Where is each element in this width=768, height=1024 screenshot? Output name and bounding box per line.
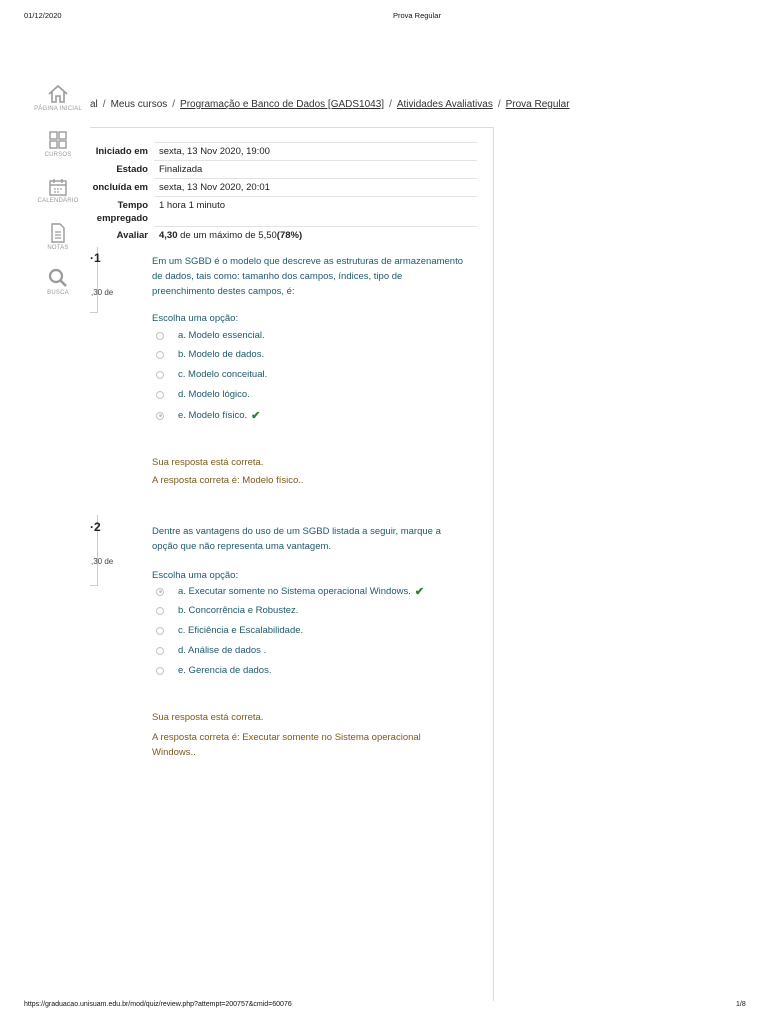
option-a[interactable] bbox=[156, 585, 424, 598]
grade-percent: (78%) bbox=[276, 230, 303, 241]
print-title: Prova Regular bbox=[393, 11, 441, 20]
option-label: d. Análise de dados . bbox=[178, 645, 267, 656]
option-b[interactable] bbox=[156, 349, 264, 360]
option-label: a. Modelo essencial. bbox=[178, 330, 265, 341]
question-text: Em um SGBD é o modelo que descreve as estruturas de armazenamento de dados, tais como: tamanho dos campos, índices, tipo de preenchimento destes campos, é: bbox=[152, 256, 464, 297]
radio-button[interactable] bbox=[156, 391, 164, 399]
radio-button[interactable] bbox=[156, 607, 164, 615]
summary-row-time bbox=[90, 197, 477, 227]
nav-search[interactable] bbox=[28, 268, 88, 296]
radio-button[interactable] bbox=[156, 332, 164, 340]
print-page-number: 1/8 bbox=[736, 1001, 746, 1008]
option-b[interactable] bbox=[156, 605, 298, 616]
home-icon bbox=[47, 84, 69, 104]
summary-value: sexta, 13 Nov 2020, 19:00 bbox=[154, 143, 477, 161]
radio-button[interactable] bbox=[156, 371, 164, 379]
option-a[interactable] bbox=[156, 330, 265, 341]
radio-button[interactable] bbox=[156, 647, 164, 655]
nav-grades-label: NOTAS bbox=[47, 245, 69, 251]
nav-home[interactable] bbox=[28, 84, 88, 112]
radio-button[interactable] bbox=[156, 627, 164, 635]
choose-prompt: Escolha uma opção: bbox=[152, 570, 239, 581]
summary-row-state bbox=[90, 161, 477, 179]
summary-label: Iniciado em bbox=[95, 145, 148, 157]
radio-button[interactable] bbox=[156, 351, 164, 359]
check-icon: ✔ bbox=[251, 410, 261, 422]
question-number: ·2 bbox=[90, 520, 101, 534]
breadcrumb-current[interactable]: Prova Regular bbox=[505, 99, 570, 110]
correct-answer-text: A resposta correta é: Modelo físico.. bbox=[152, 475, 304, 486]
radio-button[interactable] bbox=[156, 667, 164, 675]
attempt-summary-table bbox=[90, 142, 477, 244]
breadcrumb-section[interactable]: Atividades Avaliativas bbox=[396, 99, 493, 110]
option-d[interactable] bbox=[156, 645, 266, 656]
nav-calendar[interactable] bbox=[28, 178, 88, 204]
grade-score: 4,30 bbox=[159, 230, 178, 241]
document-icon bbox=[50, 223, 66, 243]
nav-grades[interactable] bbox=[28, 223, 88, 251]
choose-prompt: Escolha uma opção: bbox=[152, 313, 239, 324]
option-label: d. Modelo lógico. bbox=[178, 389, 250, 400]
option-label: b. Modelo de dados. bbox=[178, 349, 265, 360]
option-label: b. Concorrência e Robustez. bbox=[178, 605, 299, 616]
nav-search-label: BUSCA bbox=[47, 290, 69, 296]
summary-row-started bbox=[90, 143, 477, 161]
print-url: https://graduacao.unisuam.edu.br/mod/quiz/review.php?attempt=200757&cmid=60076 bbox=[24, 1001, 292, 1008]
feedback-text: Sua resposta está correta. bbox=[152, 712, 264, 723]
check-icon: ✔ bbox=[414, 586, 425, 598]
nav-courses[interactable] bbox=[28, 130, 88, 158]
calendar-icon bbox=[48, 178, 68, 196]
summary-value: 1 hora 1 minuto bbox=[154, 197, 477, 227]
search-icon bbox=[48, 268, 68, 288]
breadcrumb-home[interactable]: al bbox=[90, 99, 98, 110]
breadcrumb-course[interactable]: Programação e Banco de Dados [GADS1043] bbox=[180, 99, 385, 110]
breadcrumb: al / Meus cursos / Programação e Banco de Dados [GADS1043] / Atividades Avaliativas / Prova Regular bbox=[90, 99, 570, 110]
question-text: Dentre as vantagens do uso de um SGBD listada a seguir, marque a opção que não representa uma vantagem. bbox=[152, 526, 441, 552]
radio-button-selected[interactable] bbox=[156, 412, 164, 420]
nav-home-label: PÁGINA INICIAL bbox=[34, 106, 82, 112]
option-d[interactable] bbox=[156, 389, 250, 400]
grade-max: de um máximo de 5,50 bbox=[177, 230, 277, 241]
breadcrumb-courses[interactable]: Meus cursos bbox=[110, 99, 168, 110]
option-c[interactable] bbox=[156, 625, 303, 636]
summary-row-completed bbox=[90, 179, 477, 197]
option-c[interactable] bbox=[156, 369, 267, 380]
nav-courses-label: CURSOS bbox=[44, 152, 72, 158]
summary-label: oncluída em bbox=[92, 181, 148, 193]
option-label: a. Executar somente no Sistema operacional Windows. bbox=[178, 586, 411, 597]
option-label: c. Modelo conceitual. bbox=[178, 369, 268, 380]
summary-value bbox=[154, 227, 477, 245]
nav-calendar-label: CALENDÁRIO bbox=[37, 198, 79, 204]
summary-value: Finalizada bbox=[154, 161, 477, 179]
option-e[interactable] bbox=[156, 409, 260, 422]
radio-button-selected[interactable] bbox=[156, 588, 164, 596]
question-mark: ,30 de bbox=[91, 288, 114, 297]
correct-answer-text: A resposta correta é: Executar somente no Sistema operacional Windows.. bbox=[152, 732, 421, 758]
summary-value: sexta, 13 Nov 2020, 20:01 bbox=[154, 179, 477, 197]
summary-label: Estado bbox=[116, 163, 148, 175]
summary-label: Tempo empregado bbox=[96, 199, 148, 224]
question-number: ·1 bbox=[90, 251, 101, 265]
summary-label: Avaliar bbox=[116, 229, 148, 241]
summary-row-grade bbox=[90, 227, 477, 245]
grid-icon bbox=[48, 130, 68, 150]
option-e[interactable] bbox=[156, 665, 271, 676]
option-label: e. Modelo físico. bbox=[178, 410, 248, 421]
feedback-text: Sua resposta está correta. bbox=[152, 457, 264, 468]
print-date: 01/12/2020 bbox=[24, 11, 62, 20]
question-mark: ,30 de bbox=[91, 557, 114, 566]
option-label: e. Gerencia de dados. bbox=[178, 665, 272, 676]
option-label: c. Eficiência e Escalabilidade. bbox=[178, 625, 304, 636]
